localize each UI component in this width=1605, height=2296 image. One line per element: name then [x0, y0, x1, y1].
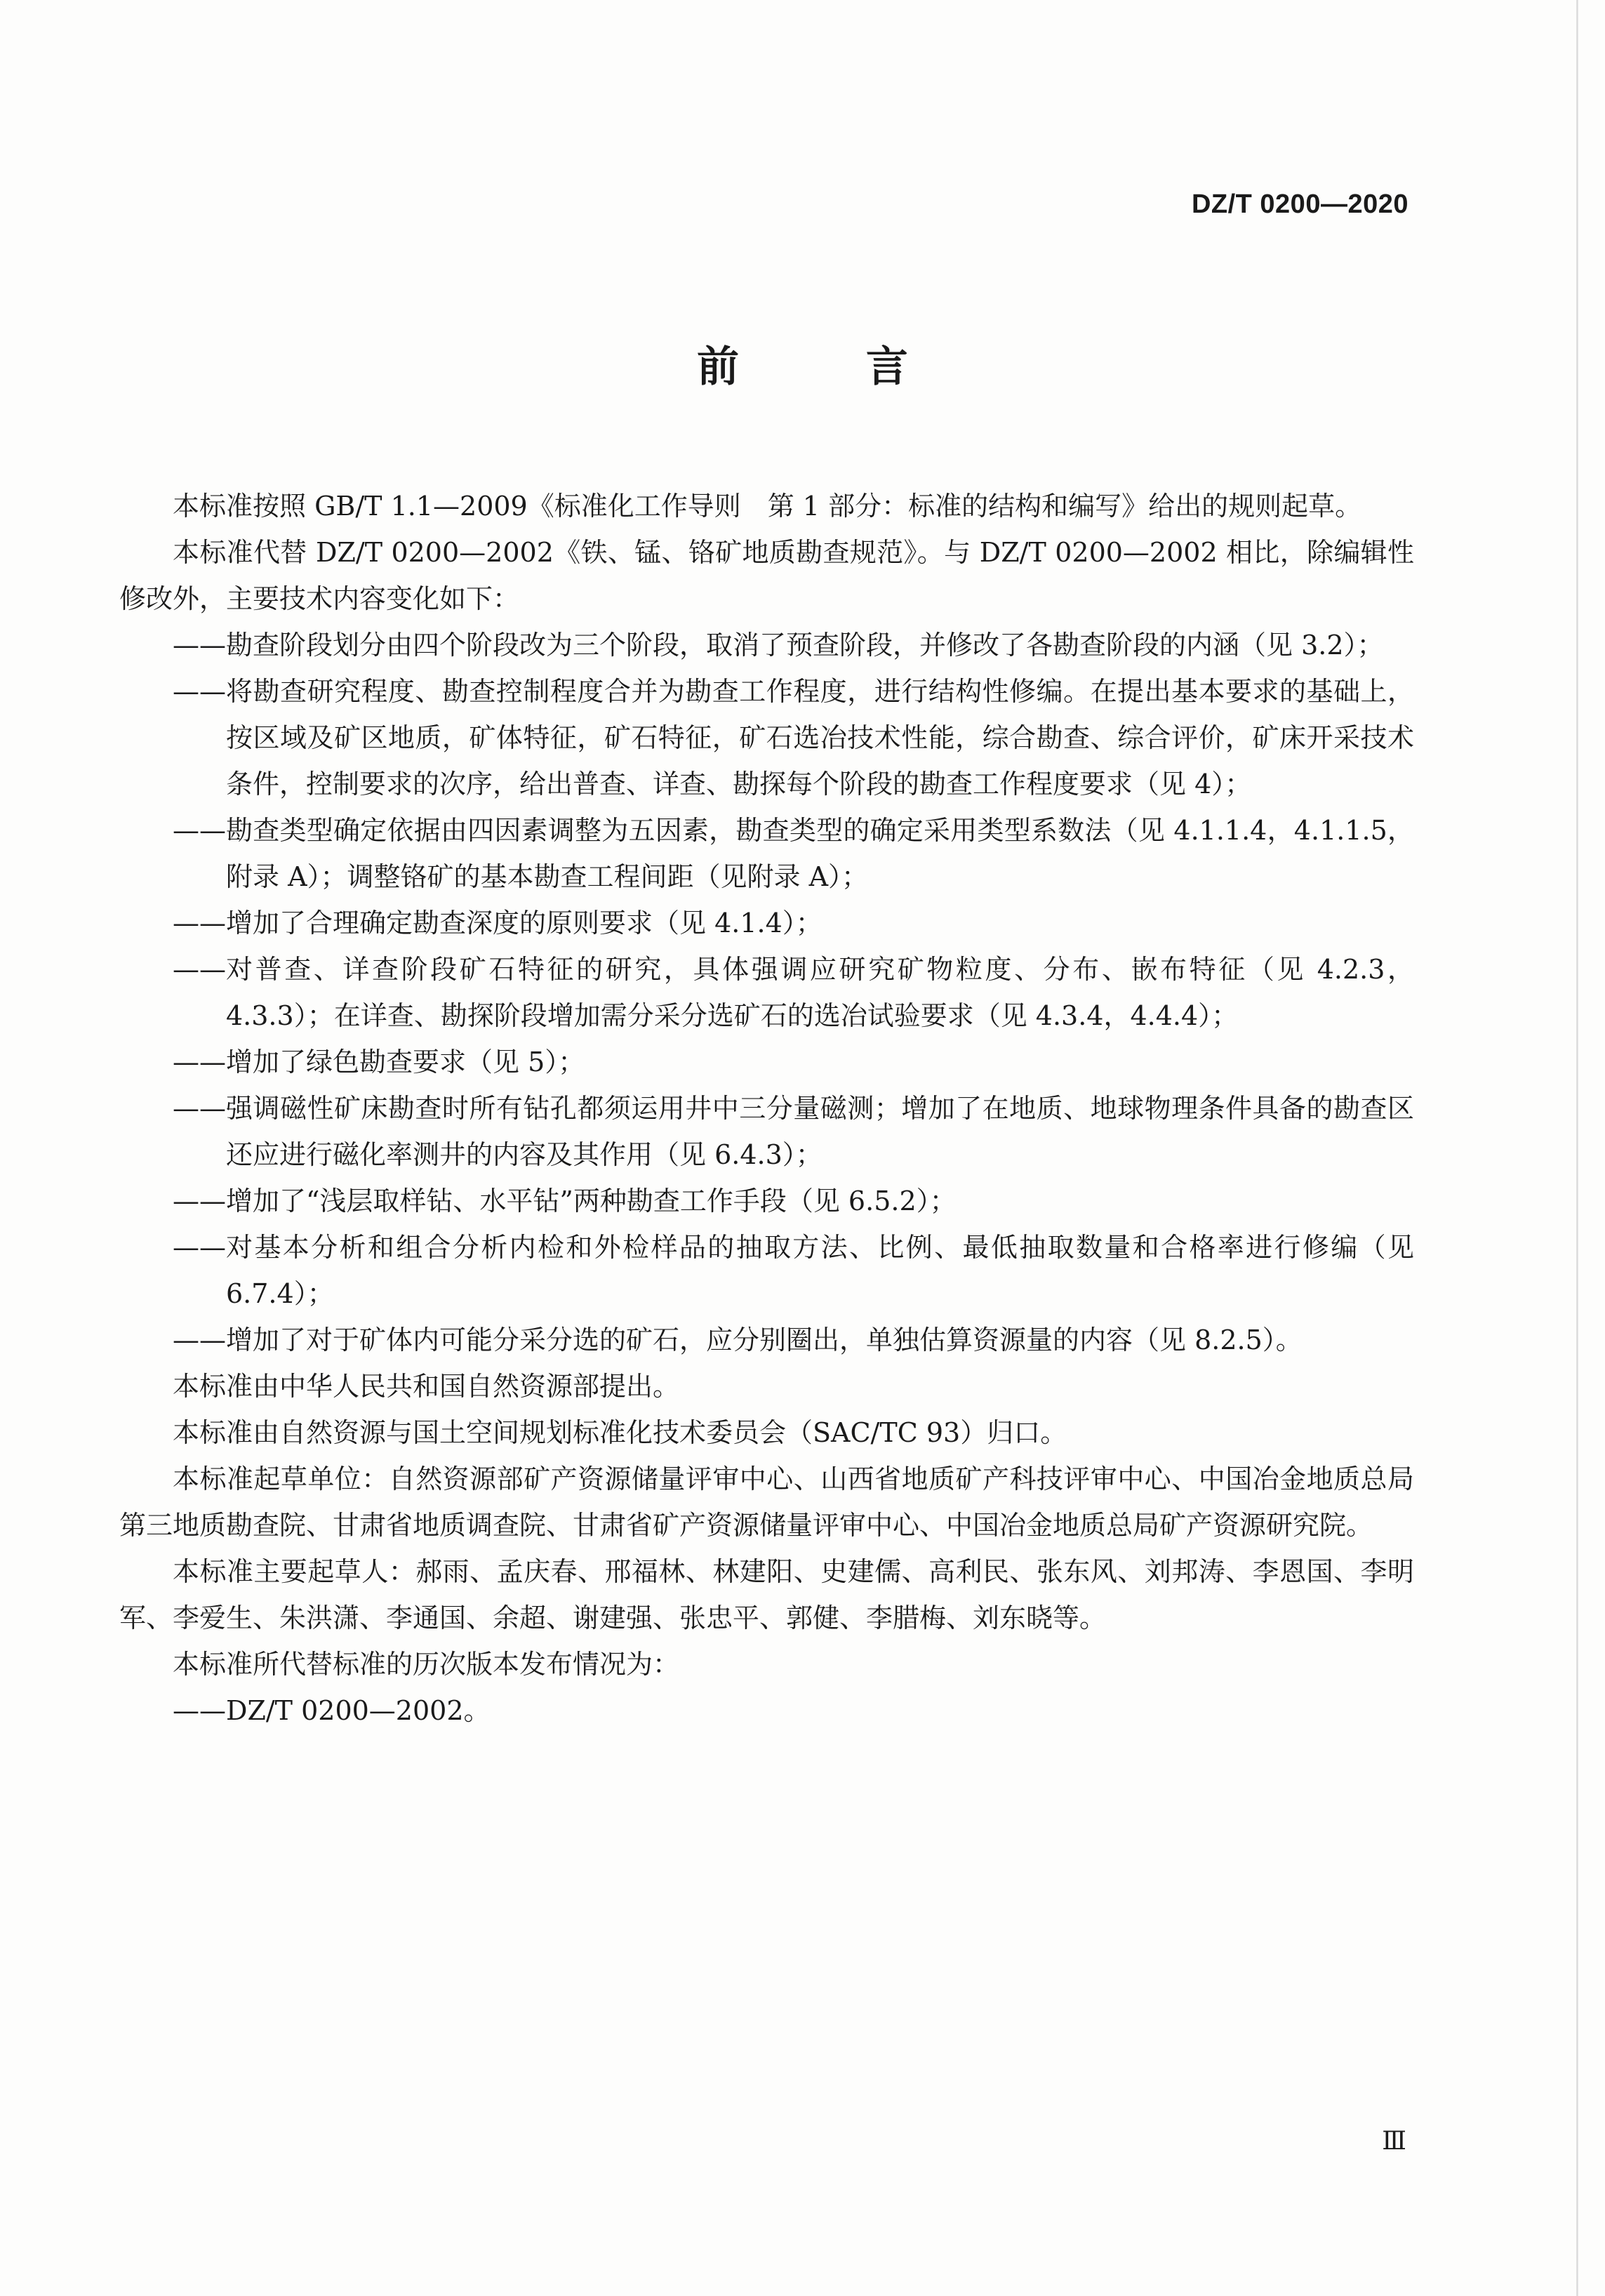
list-item-text: 增加了对于矿体内可能分采分选的矿石，应分别圈出，单独估算资源量的内容（见 8.2.5）。: [226, 1325, 1303, 1355]
list-item-text: 对普查、详查阶段矿石特征的研究，具体强调应研究矿物粒度、分布、嵌布特征（见 4.2.3，4.3.3）；在详查、勘探阶段增加需分采分选矿石的选冶试验要求（见 4.3.4，4.4.4）；: [226, 954, 1414, 1031]
paragraph-proposer: 本标准由中华人民共和国自然资源部提出。: [173, 1371, 680, 1402]
paragraph-replacement-note: 本标准代替 DZ/T 0200—2002《铁、锰、铬矿地质勘查规范》。与 DZ/T 0200—2002 相比，除编辑性修改外，主要技术内容变化如下：: [119, 537, 1414, 614]
list-item-text: 勘查阶段划分由四个阶段改为三个阶段，取消了预查阶段，并修改了各勘查阶段的内涵（见 3.2）；: [226, 630, 1384, 661]
list-item: [119, 668, 1414, 807]
paragraph-previous-versions: 本标准所代替标准的历次版本发布情况为：: [173, 1649, 680, 1680]
list-item: [119, 1039, 1414, 1085]
dash-marker: ——: [173, 630, 226, 661]
list-item: [119, 946, 1414, 1039]
list-item-text: 增加了合理确定勘查深度的原则要求（见 4.1.4）；: [226, 908, 823, 938]
list-item: [119, 1178, 1414, 1224]
paragraph-drafting-units: 本标准起草单位：自然资源部矿产资源储量评审中心、山西省地质矿产科技评审中心、中国冶金地质总局第三地质勘查院、甘肃省地质调查院、甘肃省矿产资源储量评审中心、中国冶金地质总局矿产资源研究院。: [119, 1464, 1414, 1541]
dash-marker: ——: [173, 908, 226, 938]
page-title: 前 言: [697, 343, 964, 392]
dash-marker: ——: [173, 1093, 226, 1124]
list-item: [119, 1224, 1414, 1317]
list-item-text: 勘查类型确定依据由四因素调整为五因素，勘查类型的确定采用类型系数法（见 4.1.1.4，4.1.1.5，附录 A）；调整铬矿的基本勘查工程间距（见附录 A）；: [226, 815, 1414, 892]
list-item-text: 增加了“浅层取样钻、水平钻”两种勘查工作手段（见 6.5.2）；: [226, 1186, 957, 1216]
list-item: [119, 900, 1414, 946]
dash-marker: ——: [173, 815, 226, 846]
paragraph-drafting-rules: 本标准按照 GB/T 1.1—2009《标准化工作导则 第 1 部分：标准的结构和编写》给出的规则起草。: [173, 491, 1362, 522]
list-item: [119, 1317, 1414, 1363]
list-item: [119, 1085, 1414, 1178]
list-item: [119, 807, 1414, 900]
dash-marker: ——: [173, 1232, 226, 1263]
page-number: Ⅲ: [1382, 2127, 1405, 2156]
dash-marker: ——: [173, 954, 226, 985]
list-item-text: 强调磁性矿床勘查时所有钻孔都须运用井中三分量磁测；增加了在地质、地球物理条件具备的勘查区还应进行磁化率测井的内容及其作用（见 6.4.3）；: [226, 1093, 1414, 1170]
changes-list: [119, 622, 1414, 1363]
paragraph-drafters: 本标准主要起草人：郝雨、孟庆春、邢福林、林建阳、史建儒、高利民、张东风、刘邦涛、李恩国、李明军、李爱生、朱洪潇、李通国、余超、谢建强、张忠平、郭健、李腊梅、刘东晓等。: [119, 1556, 1414, 1633]
list-item-text: 对基本分析和组合分析内检和外检样品的抽取方法、比例、最低抽取数量和合格率进行修编（见 6.7.4）；: [226, 1232, 1414, 1309]
previous-version-text: DZ/T 0200—2002。: [226, 1695, 491, 1726]
dash-marker: ——: [173, 1325, 226, 1355]
document-body: [119, 483, 1414, 1734]
dash-marker: ——: [173, 1695, 226, 1726]
dash-marker: ——: [173, 1047, 226, 1077]
list-item: [119, 1687, 1414, 1734]
dash-marker: ——: [173, 676, 226, 707]
list-item-text: 增加了绿色勘查要求（见 5）；: [226, 1047, 585, 1077]
standard-number: DZ/T 0200—2020: [1191, 190, 1408, 219]
list-item: [119, 622, 1414, 668]
paragraph-committee: 本标准由自然资源与国土空间规划标准化技术委员会（SAC/TC 93）归口。: [173, 1417, 1067, 1448]
dash-marker: ——: [173, 1186, 226, 1216]
list-item-text: 将勘查研究程度、勘查控制程度合并为勘查工作程度，进行结构性修编。在提出基本要求的基础上，按区域及矿区地质，矿体特征，矿石特征，矿石选冶技术性能，综合勘查、综合评价，矿床开采技术条件，控制要求的次序，给出普查、详查、勘探每个阶段的勘查工作程度要求（见 4）；: [226, 676, 1414, 799]
